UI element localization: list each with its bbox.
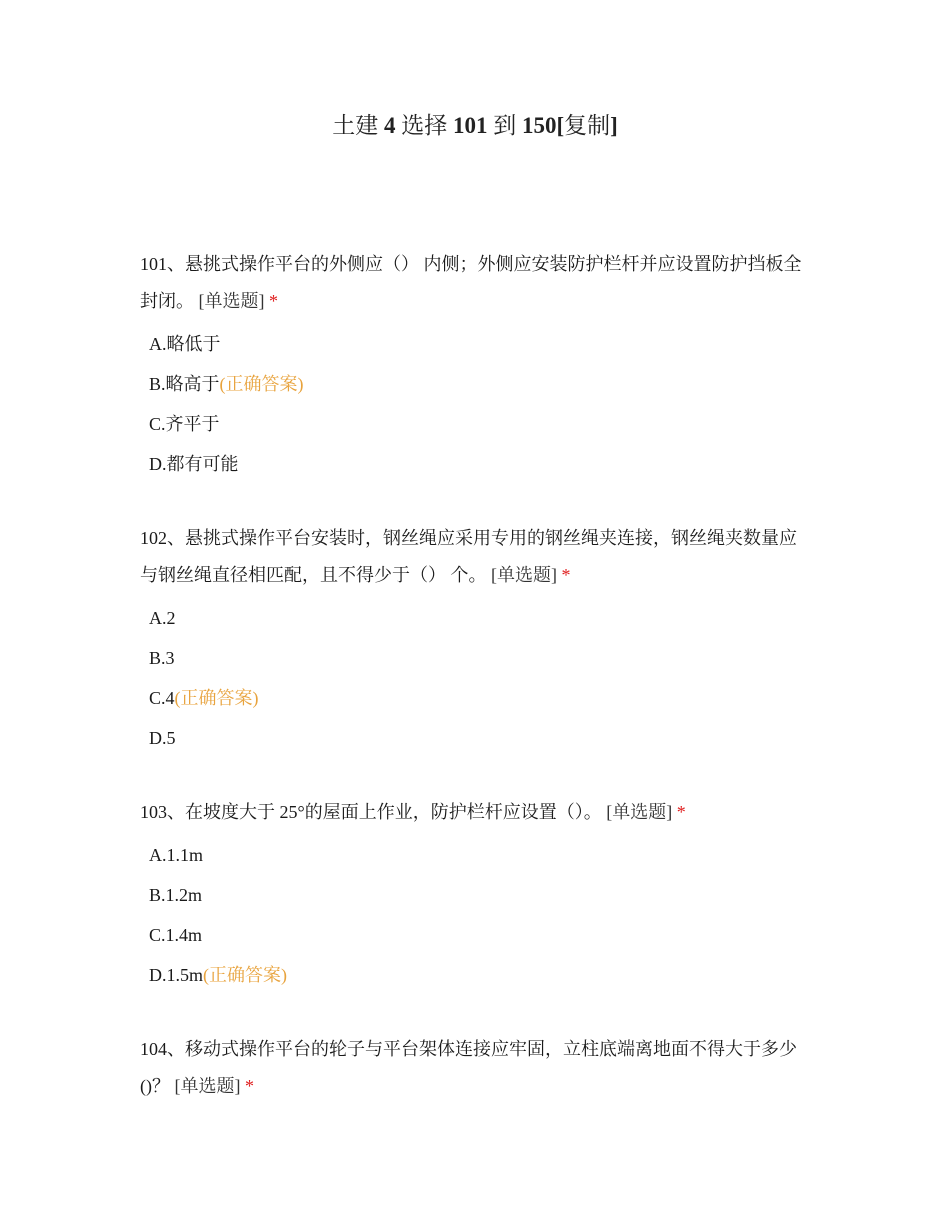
option-item <box>149 638 810 678</box>
option-list <box>140 835 810 995</box>
question-stem: 103、在坡度大于 25°的屋面上作业，防护栏杆应设置（）。 <box>140 802 602 822</box>
option-item <box>149 718 810 758</box>
option-item <box>149 678 810 718</box>
option-label: A.略低于 <box>149 334 221 354</box>
title-part: ] <box>610 113 618 138</box>
option-label: D.5 <box>149 728 176 748</box>
option-item <box>149 324 810 364</box>
option-item <box>149 444 810 484</box>
option-label: B.略高于 <box>149 374 220 394</box>
question-text <box>140 520 810 594</box>
title-part: 4 <box>383 113 396 138</box>
page-title <box>0 108 950 144</box>
correct-answer-mark: (正确答案) <box>203 965 287 985</box>
question-text <box>140 246 810 320</box>
question-stem: 102、悬挑式操作平台安装时，钢丝绳应采用专用的钢丝绳夹连接，钢丝绳夹数量应与钢丝绳直径相匹配，且不得少于（） 个。 <box>140 528 797 585</box>
question-type-tag: [单选题] <box>491 565 557 585</box>
option-item <box>149 364 810 404</box>
question-block <box>140 1031 810 1105</box>
correct-answer-mark: (正确答案) <box>174 688 259 708</box>
question-block <box>140 794 810 995</box>
title-part: 到 <box>493 113 517 138</box>
option-label: A.1.1m <box>149 845 203 865</box>
correct-answer-mark: (正确答案) <box>219 374 304 394</box>
required-asterisk: * <box>676 802 686 822</box>
question-text <box>140 794 810 831</box>
option-label: D.1.5m <box>149 965 203 985</box>
option-item <box>149 598 810 638</box>
option-label: B.3 <box>149 648 175 668</box>
question-stem: 101、悬挑式操作平台的外侧应（） 内侧；外侧应安装防护栏杆并应设置防护挡板全封闭。 <box>140 254 802 311</box>
option-label: A.2 <box>149 608 176 628</box>
title-part: 选择 <box>401 113 448 138</box>
title-part: 复制 <box>564 113 611 138</box>
question-type-tag: [单选题] <box>606 802 673 822</box>
question-block <box>140 246 810 484</box>
option-list <box>140 598 810 758</box>
title-part: 150[ <box>521 113 565 138</box>
option-item <box>149 955 810 995</box>
required-asterisk: * <box>245 1076 254 1096</box>
option-label: D.都有可能 <box>149 454 239 474</box>
title-part: 101 <box>452 113 488 138</box>
required-asterisk: * <box>269 291 278 311</box>
option-label: C.1.4m <box>149 925 203 945</box>
option-item <box>149 835 810 875</box>
question-list <box>140 246 810 1141</box>
required-asterisk: * <box>561 565 571 585</box>
question-type-tag: [单选题] <box>198 291 265 311</box>
question-block <box>140 520 810 758</box>
option-label: B.1.2m <box>149 885 203 905</box>
question-stem: 104、移动式操作平台的轮子与平台架体连接应牢固，立柱底端离地面不得大于多少()？ <box>140 1039 797 1096</box>
option-item <box>149 404 810 444</box>
option-label: C.4 <box>149 688 175 708</box>
option-item <box>149 875 810 915</box>
question-type-tag: [单选题] <box>174 1076 241 1096</box>
option-label: C.齐平于 <box>149 414 220 434</box>
title-part: 土建 <box>332 113 379 138</box>
question-text <box>140 1031 810 1105</box>
option-list <box>140 324 810 484</box>
option-item <box>149 915 810 955</box>
